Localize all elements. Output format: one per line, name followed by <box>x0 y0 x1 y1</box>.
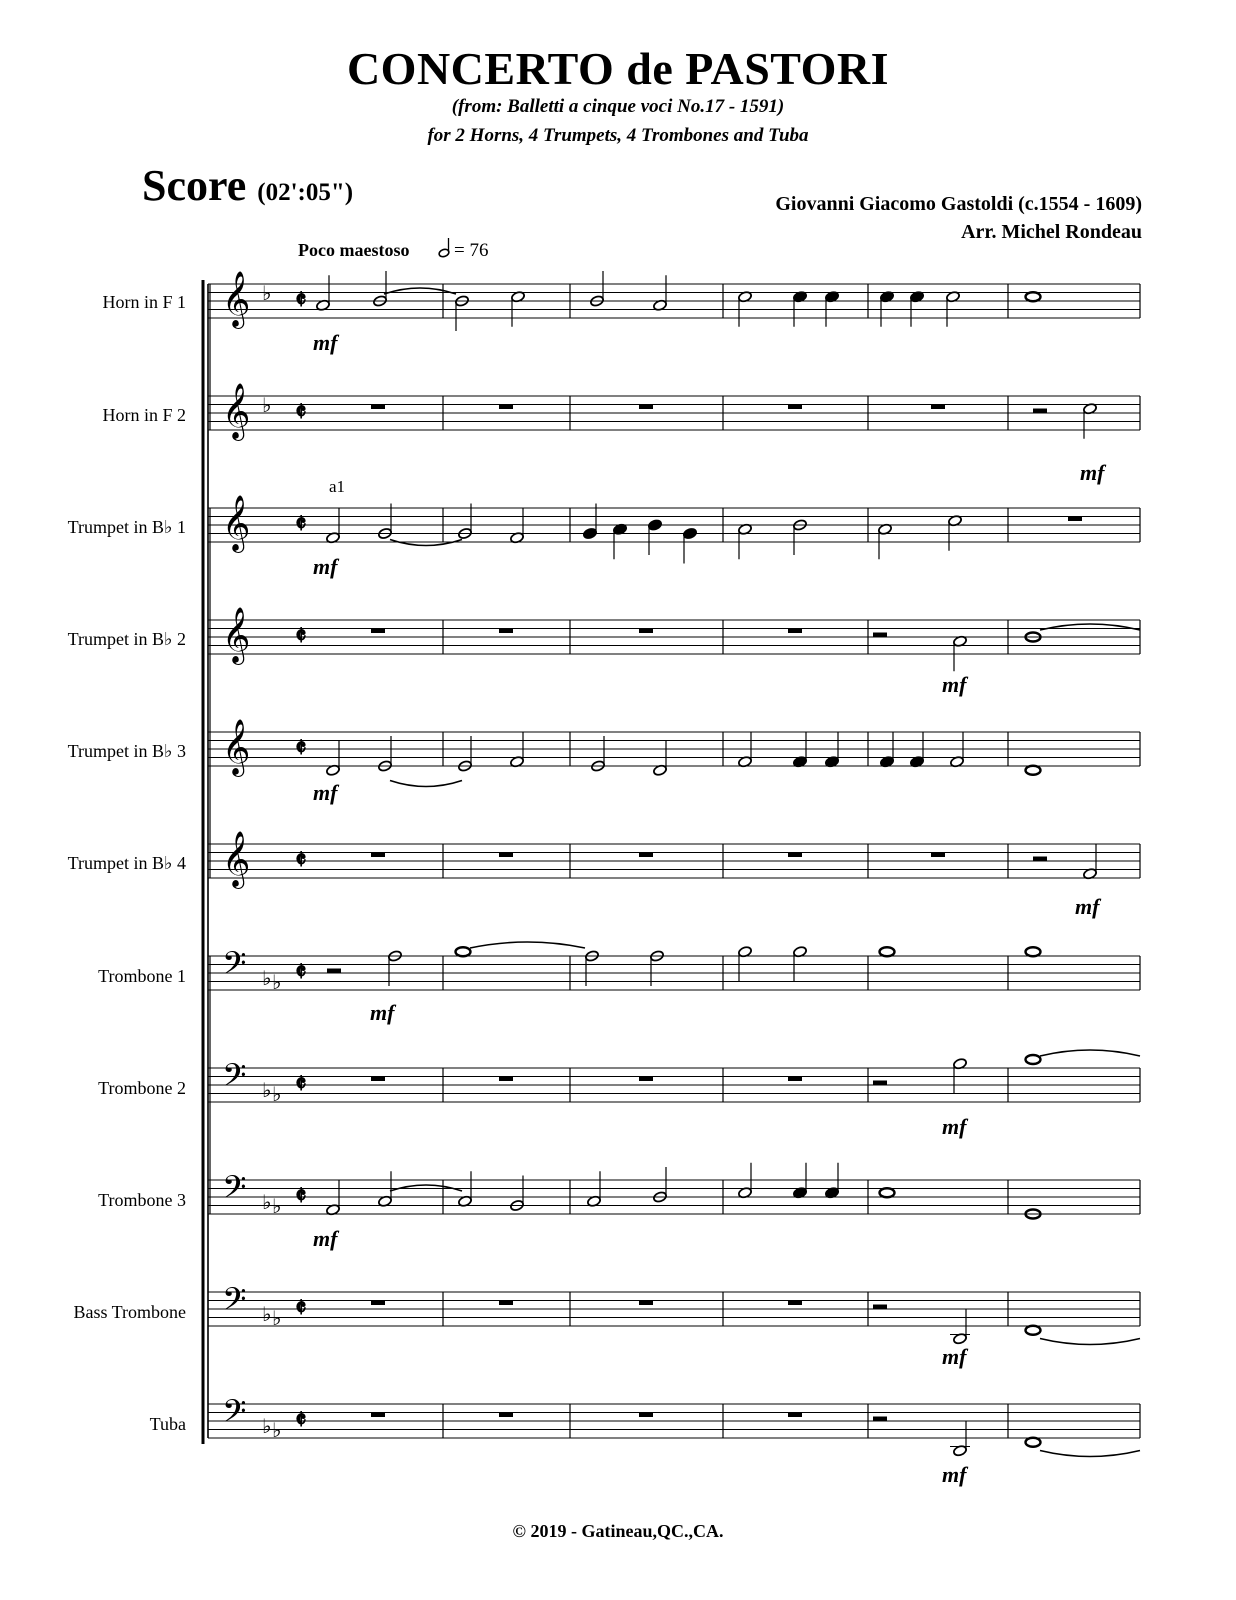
half-rest <box>873 1417 887 1422</box>
tie <box>390 781 462 787</box>
time-signature: 𝄵 <box>295 957 307 987</box>
whole-rest <box>371 1077 385 1082</box>
treble-clef: 𝄞 <box>222 271 251 327</box>
bass-clef: 𝄢 <box>222 1057 247 1101</box>
instrument-label: Trumpet in B♭ 1 <box>67 517 186 537</box>
whole-note <box>1026 1438 1041 1447</box>
flat-sign: ♭ <box>262 281 272 306</box>
time-signature: 𝄵 <box>295 1293 307 1323</box>
flat-sign: ♭ <box>262 1413 272 1438</box>
whole-rest <box>499 1301 513 1306</box>
time-signature: 𝄵 <box>295 285 307 315</box>
whole-rest <box>499 629 513 634</box>
dynamic-mf: mf <box>942 1462 967 1487</box>
flat-sign: ♭ <box>272 970 282 995</box>
treble-clef: 𝄞 <box>222 495 251 551</box>
instrument-label: Trombone 2 <box>98 1078 186 1098</box>
whole-rest <box>499 1413 513 1418</box>
arranger-credit: Arr. Michel Rondeau <box>961 221 1142 243</box>
tie <box>1040 624 1140 630</box>
whole-note <box>1026 766 1041 775</box>
dynamic-mf: mf <box>313 330 338 355</box>
half-rest <box>1033 857 1047 862</box>
flat-sign: ♭ <box>272 1082 282 1107</box>
instrument-label: Horn in F 2 <box>102 405 186 425</box>
time-signature: 𝄵 <box>295 1069 307 1099</box>
whole-rest <box>788 1413 802 1418</box>
tie <box>384 288 456 294</box>
whole-rest <box>788 405 802 410</box>
whole-rest <box>1068 517 1082 522</box>
flat-sign: ♭ <box>262 1189 272 1214</box>
score-subtitle-instrumentation: for 2 Horns, 4 Trumpets, 4 Trombones and Tuba <box>427 125 809 146</box>
treble-clef: 𝄞 <box>222 719 251 775</box>
instrument-label: Trombone 1 <box>98 966 186 986</box>
time-signature: 𝄵 <box>295 845 307 875</box>
score-subtitle-source: (from: Balletti a cinque voci No.17 - 1591) <box>451 96 785 117</box>
half-rest <box>873 1305 887 1310</box>
treble-clef: 𝄞 <box>222 607 251 663</box>
quarter-note <box>648 519 663 531</box>
instrument-label: Horn in F 1 <box>102 292 186 312</box>
score-duration: (02':05") <box>257 179 354 206</box>
flat-sign: ♭ <box>272 1194 282 1219</box>
flat-sign: ♭ <box>262 393 272 418</box>
dynamic-mf: mf <box>942 1344 967 1369</box>
whole-note <box>1026 1055 1041 1064</box>
whole-rest <box>499 853 513 858</box>
time-signature: 𝄵 <box>295 1181 307 1211</box>
whole-rest <box>499 1077 513 1082</box>
bass-clef: 𝄢 <box>222 1281 247 1325</box>
whole-rest <box>639 853 653 858</box>
whole-rest <box>499 405 513 410</box>
tie <box>1040 1339 1140 1345</box>
quarter-note <box>583 527 598 539</box>
whole-rest <box>371 405 385 410</box>
whole-rest <box>371 1301 385 1306</box>
whole-rest <box>788 1301 802 1306</box>
instrument-label: Bass Trombone <box>73 1302 186 1322</box>
half-rest <box>873 633 887 638</box>
whole-rest <box>639 1301 653 1306</box>
copyright-footer: © 2019 - Gatineau,QC.,CA. <box>512 1521 724 1541</box>
flat-sign: ♭ <box>262 965 272 990</box>
flat-sign: ♭ <box>262 1077 272 1102</box>
bass-clef: 𝄢 <box>222 945 247 989</box>
bass-clef: 𝄢 <box>222 1393 247 1437</box>
whole-rest <box>788 853 802 858</box>
dynamic-mf: mf <box>370 1000 395 1025</box>
instrument-label: Trumpet in B♭ 2 <box>67 629 186 649</box>
score-title: CONCERTO de PASTORI <box>346 43 890 94</box>
instrument-label: Tuba <box>149 1414 186 1434</box>
whole-rest <box>788 629 802 634</box>
tempo-value: = 76 <box>454 240 489 261</box>
time-signature: 𝄵 <box>295 397 307 427</box>
time-signature: 𝄵 <box>295 621 307 651</box>
whole-rest <box>371 1413 385 1418</box>
dynamic-mf: mf <box>313 1226 338 1251</box>
bass-clef: 𝄢 <box>222 1169 247 1213</box>
flat-sign: ♭ <box>272 1306 282 1331</box>
whole-note <box>456 947 471 956</box>
treble-clef: 𝄞 <box>222 831 251 887</box>
a1-marking: a1 <box>329 477 346 496</box>
whole-rest <box>788 1077 802 1082</box>
dynamic-mf: mf <box>1080 460 1105 485</box>
whole-note <box>880 947 895 956</box>
whole-rest <box>639 1413 653 1418</box>
flat-sign: ♭ <box>272 1418 282 1443</box>
dynamic-mf: mf <box>313 780 338 805</box>
whole-rest <box>639 629 653 634</box>
score-label: Score <box>142 161 247 210</box>
treble-clef: 𝄞 <box>222 383 251 439</box>
dynamic-mf: mf <box>942 672 967 697</box>
whole-rest <box>639 1077 653 1082</box>
tempo-text: Poco maestoso <box>298 240 410 260</box>
time-signature: 𝄵 <box>295 733 307 763</box>
tie <box>1040 1451 1140 1457</box>
instrument-label: Trumpet in B♭ 3 <box>67 741 186 761</box>
time-signature: 𝄵 <box>295 509 307 539</box>
whole-rest <box>371 853 385 858</box>
whole-rest <box>371 629 385 634</box>
whole-note <box>1026 292 1041 301</box>
tie <box>470 942 585 948</box>
half-rest <box>873 1081 887 1086</box>
half-rest <box>327 969 341 974</box>
whole-rest <box>639 405 653 410</box>
whole-rest <box>931 405 945 410</box>
half-rest <box>1033 409 1047 414</box>
dynamic-mf: mf <box>942 1114 967 1139</box>
tie <box>1040 1050 1140 1056</box>
quarter-note <box>683 527 698 539</box>
whole-note <box>1026 1326 1041 1335</box>
whole-rest <box>931 853 945 858</box>
dynamic-mf: mf <box>313 554 338 579</box>
dynamic-mf: mf <box>1075 894 1100 919</box>
instrument-label: Trombone 3 <box>98 1190 186 1210</box>
composer-credit: Giovanni Giacomo Gastoldi (c.1554 - 1609) <box>775 193 1142 215</box>
flat-sign: ♭ <box>262 1301 272 1326</box>
instrument-label: Trumpet in B♭ 4 <box>67 853 186 873</box>
time-signature: 𝄵 <box>295 1405 307 1435</box>
whole-note <box>1026 947 1041 956</box>
whole-note <box>880 1188 895 1197</box>
